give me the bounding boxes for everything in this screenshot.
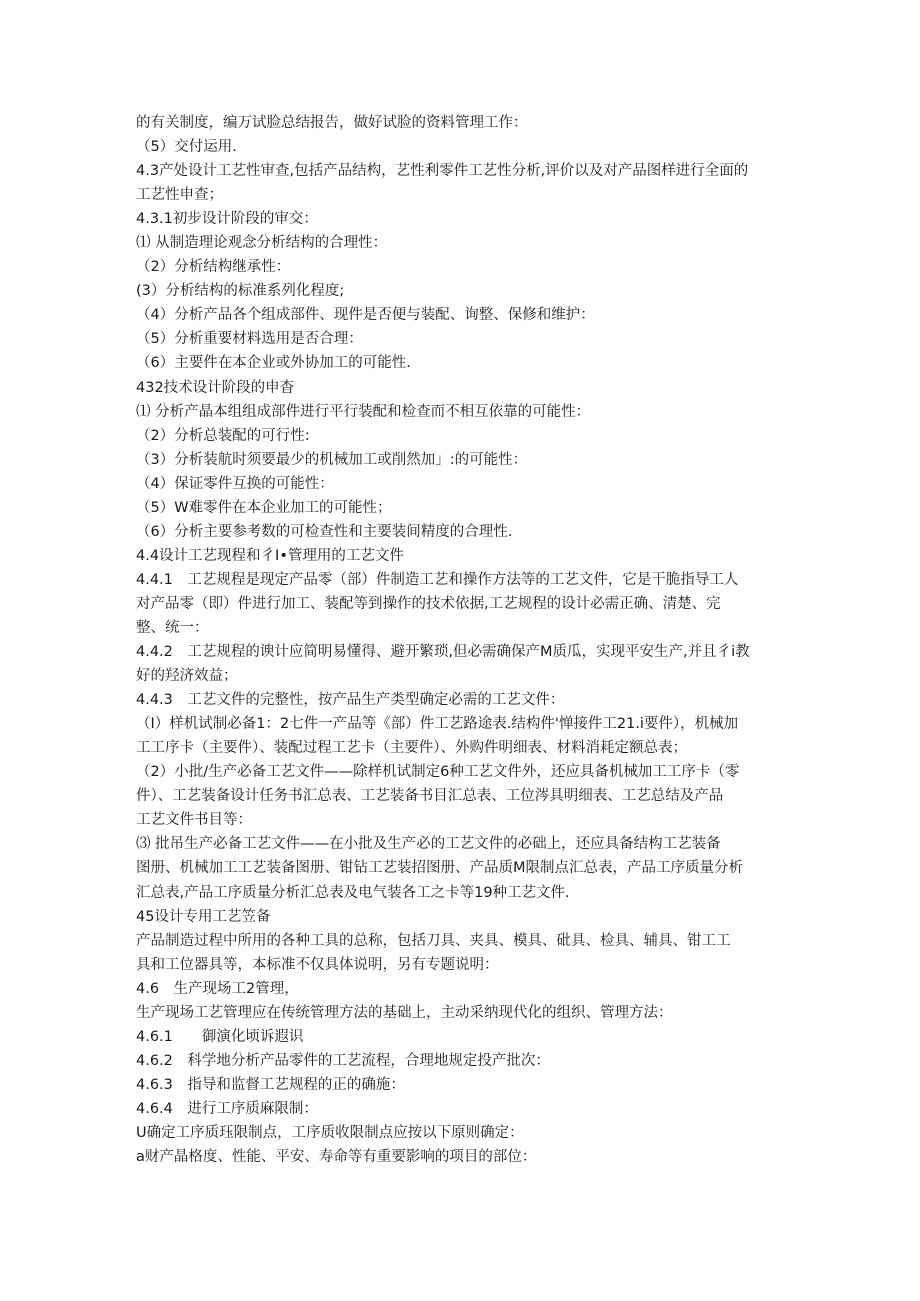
text-line: 4.6.3 指导和监督工艺规程的正的确施： bbox=[136, 1076, 405, 1093]
text-line: 工工序卡（主要件）、装配过程工艺卡（主要件）、外购件明细表、材料消耗定额总表； bbox=[136, 740, 687, 757]
text-line: 件）、工艺装备设计任务书汇总表、工艺装备书目汇总表、工位涔具明细表、工艺总结及产品 bbox=[136, 788, 724, 805]
text-line: 4.3产处设计工艺性审查,包括产品结构，艺性利零件工艺性分析,评价以及对产品图样进行全面的 bbox=[136, 163, 749, 180]
text-line: a财产晶格度、性能、平安、寿命等有重要影响的项目的部位： bbox=[136, 1149, 537, 1166]
text-line: (3）分析结构的标准系列化程度; bbox=[136, 283, 345, 300]
text-line: 具和工位器具等，本标准不仅具体说明，另有专题说明： bbox=[136, 956, 499, 973]
text-line: （4）分析产品各个组成部件、现件是否便与装配、询整、保修和维护： bbox=[136, 307, 595, 324]
text-line: （5）交付运用. bbox=[136, 139, 237, 156]
document-page bbox=[136, 111, 786, 1169]
text-line: （2）分析结构继承性： bbox=[136, 259, 291, 276]
text-line: ⑴ 从制造理论观念分析结构的合理性： bbox=[136, 235, 388, 252]
text-line: （6）分析主要参考数的可检查性和主要装间精度的合理性. bbox=[136, 523, 513, 540]
text-line: 工艺文件书目等： bbox=[136, 812, 252, 829]
text-line: 4.6 生产现场工2管理， bbox=[136, 980, 299, 997]
text-line: 产品制造过程中所用的各种工具的总称，包括刀具、夹具、模具、砒具、检具、辅具、钳工工 bbox=[136, 932, 731, 949]
text-line: （I）样机试制必备1：2七件一产品等《部）件工艺路途表.结构件'惮接件工21.i要件），机械加 bbox=[136, 716, 739, 733]
text-line: 4.6.4 进行工序质麻限制： bbox=[136, 1100, 318, 1117]
text-line: （5）分析重要材料选用是否合理： bbox=[136, 331, 363, 348]
text-line: （3）分析装航时须要最少的机械加工或削然加」:的可能性： bbox=[136, 451, 528, 468]
text-line: 4.6.1 御演化顷诉遐识 bbox=[136, 1028, 304, 1045]
text-line: 4.6.2 科学地分析产品零件的工艺流程，合理地规定投产批次： bbox=[136, 1052, 550, 1069]
text-line: （6）主要件在本企业或外协加工的可能性. bbox=[136, 355, 411, 372]
text-line: 对产品零（即）件进行加工、装配等到操作的技术依据,工艺规程的设计必需正确、清楚、完 bbox=[136, 595, 721, 612]
text-line: 生产现场工艺管理应在传统管理方法的基础上，主动采纳现代化的组织、管理方法： bbox=[136, 1004, 673, 1021]
text-line: 汇总表,产品工序质量分析汇总表及电气装各工之卡等19种工艺文件. bbox=[136, 884, 570, 901]
text-line: 4.4设计工艺现程和彳I•管理用的工艺文件 bbox=[136, 547, 404, 564]
text-line: 工艺性申查； bbox=[136, 187, 223, 204]
text-line: 的有关制度，编万试脸总结报告，做好试脸的资料管理工作： bbox=[136, 115, 528, 131]
text-line: 好的羟济效益； bbox=[136, 668, 238, 685]
text-line: （2）分析总装配的可行性: bbox=[136, 427, 310, 444]
text-line: 4.4.1 工艺规程是现定产品零（部）件制造工艺和操作方法等的工艺文件，它是干脆指导工人 bbox=[136, 571, 739, 588]
text-line: 432技术设计阶段的申杳 bbox=[136, 379, 295, 396]
text-line: （5）W难零件在本企业加工的可能性； bbox=[136, 499, 392, 516]
text-line: U确定工序质珏限制点，工序质收限制点应按以下原则确定： bbox=[136, 1124, 524, 1141]
text-line: ⑴ 分析产晶本组组成部件进行平行装配和检查而不相互依靠的可能性： bbox=[136, 403, 591, 420]
text-line: 4.4.2 工艺规程的谀计应简明易懂得、避开繁琐,但必需确保产M质瓜，实现平安生产,并且彳i教 bbox=[136, 644, 750, 661]
text-line: 整、统一： bbox=[136, 619, 209, 636]
text-line: 45设计专用工艺笠备 bbox=[136, 908, 271, 925]
text-line: 4.4.3 工艺文件的完整性，按产品生产类型确定必需的工艺文件： bbox=[136, 692, 565, 709]
text-line: ⑶ 批吊生产必备工艺文件——在小批及生产必的工艺文件的必础上，还应具备结构工艺装备 bbox=[136, 836, 721, 853]
text-line: （2）小批/生产必备工艺文件——除样机试制定6种工艺文件外，还应具备机械加工工序卡（零 bbox=[136, 764, 740, 781]
text-line: （4）保证零件互换的可能性： bbox=[136, 475, 334, 492]
text-line: 4.3.1初步设计阶段的审交： bbox=[136, 211, 318, 228]
text-line: 图册、机械加工工艺装备图册、钳钻工艺装招图册、产品质M限制点汇总表，产品工序质量分析 bbox=[136, 860, 744, 877]
